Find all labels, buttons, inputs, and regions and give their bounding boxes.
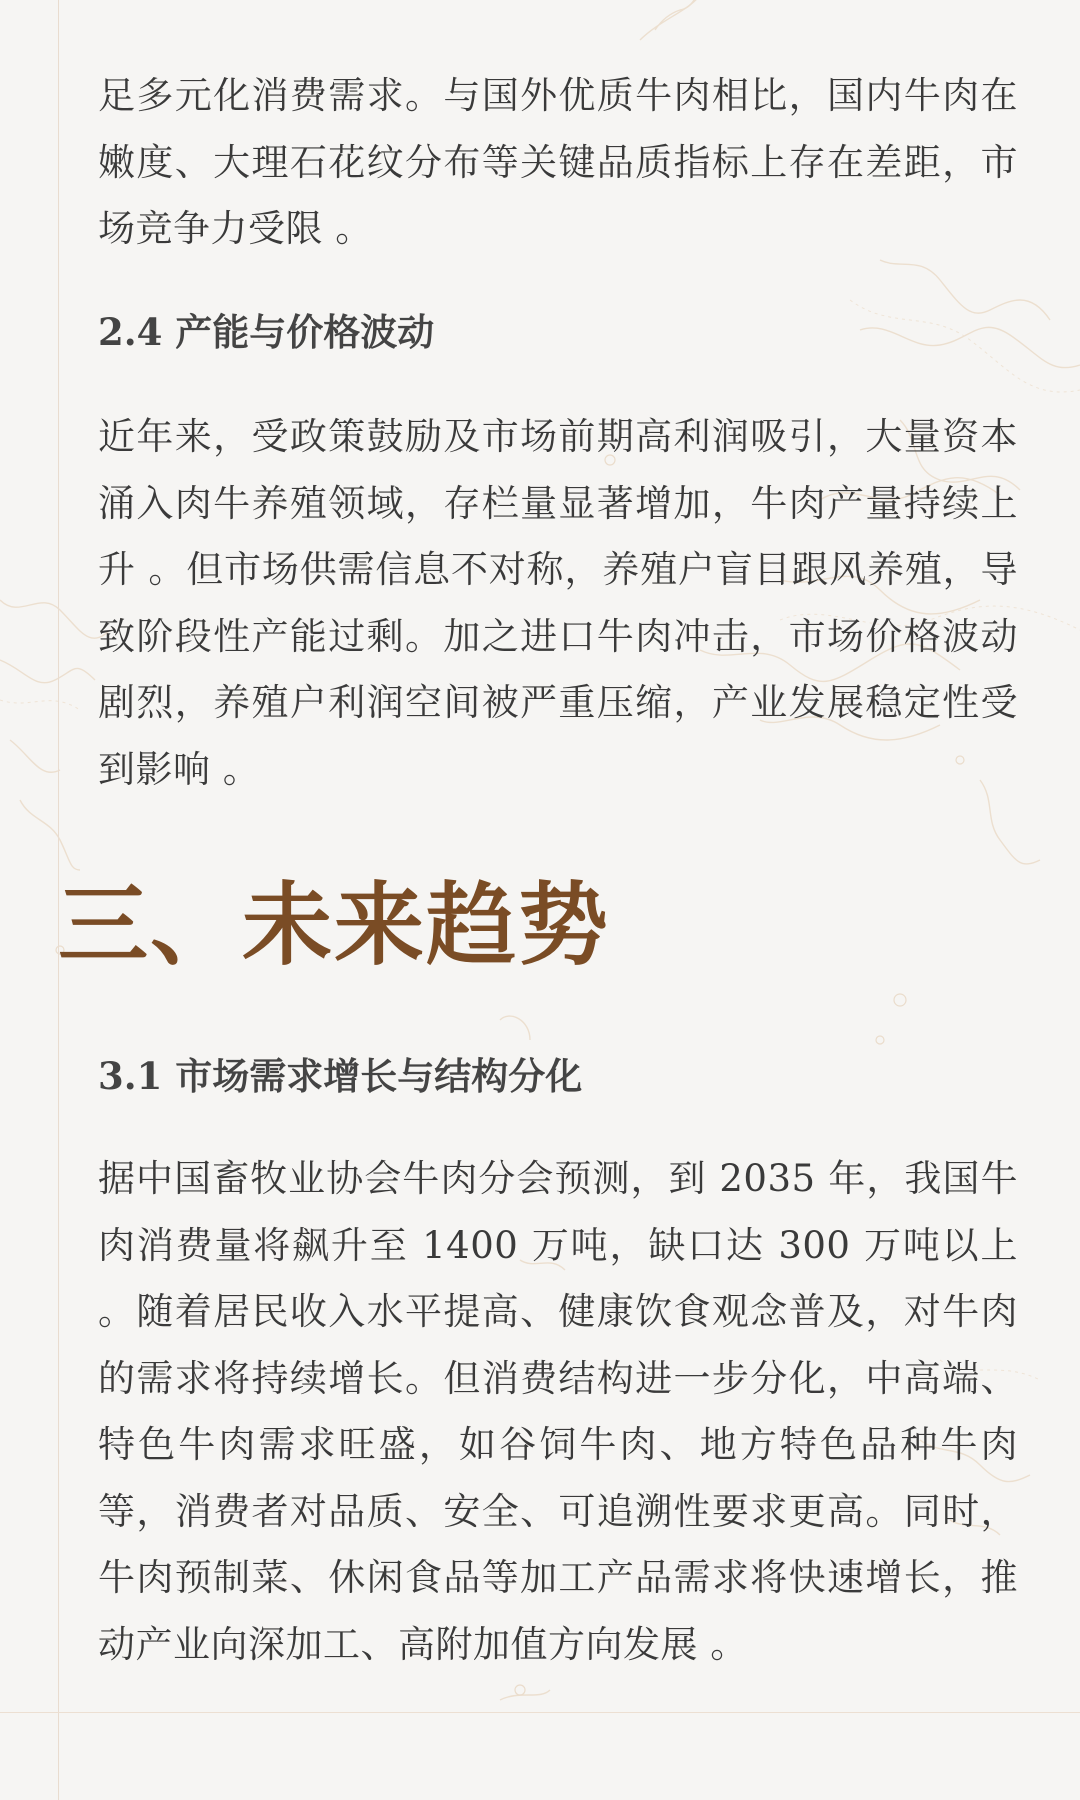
section-3-title: 三、未来趋势: [58, 872, 610, 978]
subsection-3-1-heading: 3.1 市场需求增长与结构分化: [98, 1054, 583, 1098]
subsection-3-1-body: 据中国畜牧业协会牛肉分会预测，到 2035 年，我国牛肉消费量将飙升至 1400 万吨，缺口达 300 万吨以上 。随着居民收入水平提高、健康饮食观念普及，对牛肉的需求将持续增长。但消费结构进一步分化，中高端、特色牛肉需求旺盛，如谷饲牛肉、地方特色品种牛肉等，消费者对品质、安全、可追溯性要求更高。同时，牛肉预制菜、休闲食品等加工产品需求将快速增长，推动产业向深加工、高附加值方向发展 。: [98, 1157, 1018, 1666]
section2-quality-paragraph: 足多元化消费需求。与国外优质牛肉相比，国内牛肉在嫩度、大理石花纹分布等关键品质指标上存在差距，市场竞争力受限 。: [98, 74, 1018, 250]
subsection-2-4-body: 近年来，受政策鼓励及市场前期高利润吸引，大量资本涌入肉牛养殖领域，存栏量显著增加，牛肉产量持续上升 。但市场供需信息不对称，养殖户盲目跟风养殖，导致阶段性产能过剩。加之进口牛肉冲击，市场价格波动剧烈，养殖户利润空间被严重压缩，产业发展稳定性受到影响 。: [98, 415, 1018, 791]
subsection-2-4-heading: 2.4 产能与价格波动: [98, 310, 435, 354]
